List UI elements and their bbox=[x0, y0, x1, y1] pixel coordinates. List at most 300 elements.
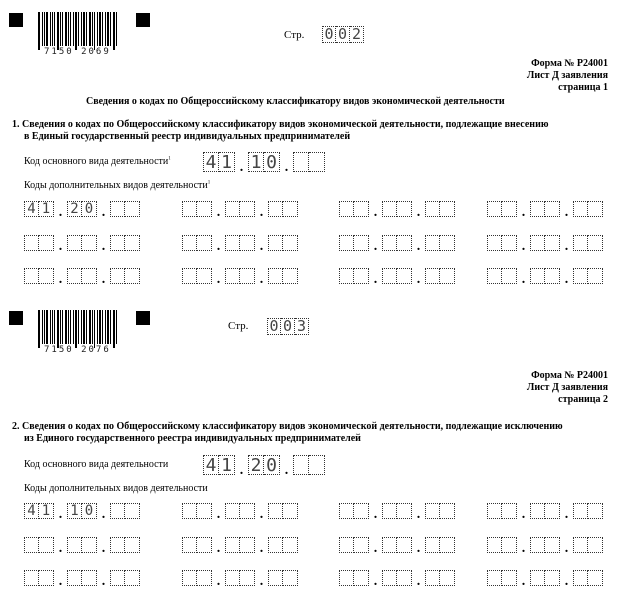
code-digit-box[interactable] bbox=[125, 235, 140, 251]
code-pair bbox=[425, 537, 455, 553]
code-separator-dot: . bbox=[564, 239, 569, 254]
code-separator-dot: . bbox=[564, 541, 569, 556]
code-digit-box[interactable] bbox=[125, 201, 140, 217]
code-digit-box[interactable] bbox=[425, 503, 440, 519]
code-digit-box[interactable] bbox=[283, 268, 298, 284]
code-pair bbox=[339, 201, 369, 217]
footnote-mark: 1 bbox=[168, 156, 171, 162]
additional-activity-code-field bbox=[487, 201, 603, 220]
code-pair bbox=[382, 570, 412, 586]
main-activity-label bbox=[24, 156, 171, 167]
code-digit-box[interactable] bbox=[110, 570, 125, 586]
code-digit-box[interactable] bbox=[397, 268, 412, 284]
code-separator-dot: . bbox=[216, 239, 221, 254]
code-pair bbox=[268, 503, 298, 519]
code-pair bbox=[182, 235, 212, 251]
code-digit-box[interactable] bbox=[382, 268, 397, 284]
code-digit-box[interactable] bbox=[382, 537, 397, 553]
additional-activity-code-field bbox=[182, 201, 298, 220]
code-separator-dot: . bbox=[239, 160, 244, 175]
code-digit-box[interactable] bbox=[502, 201, 517, 217]
code-digit-box[interactable] bbox=[268, 537, 283, 553]
code-digit-box[interactable] bbox=[397, 235, 412, 251]
code-separator-dot: . bbox=[58, 205, 63, 220]
additional-activity-code-field bbox=[24, 503, 140, 522]
code-digit-box[interactable] bbox=[39, 570, 54, 586]
code-digit-box[interactable] bbox=[530, 503, 545, 519]
code-pair bbox=[339, 503, 369, 519]
code-pair bbox=[110, 503, 140, 519]
additional-activity-code-field bbox=[339, 268, 455, 287]
page-digit-box[interactable]: 0 bbox=[267, 318, 281, 335]
code-digit-box[interactable]: 1 bbox=[39, 503, 54, 519]
code-digit-box[interactable] bbox=[440, 201, 455, 217]
code-digit-box[interactable] bbox=[197, 503, 212, 519]
code-digit-box[interactable] bbox=[293, 152, 309, 172]
code-digit-box[interactable] bbox=[573, 201, 588, 217]
code-digit-box[interactable] bbox=[588, 235, 603, 251]
code-digit-box[interactable] bbox=[67, 268, 82, 284]
code-digit-box[interactable] bbox=[39, 235, 54, 251]
code-separator-dot: . bbox=[259, 272, 264, 287]
section-heading-line2: из Единого государственного реестра индивидуальных предпринимателей bbox=[24, 433, 361, 444]
barcode-number: 7150 2076 bbox=[44, 345, 111, 355]
code-digit-box[interactable]: 1 bbox=[67, 503, 82, 519]
code-digit-box[interactable] bbox=[502, 537, 517, 553]
code-digit-box[interactable] bbox=[182, 268, 197, 284]
barcode bbox=[38, 310, 118, 344]
page-digits bbox=[267, 318, 309, 335]
code-pair bbox=[67, 268, 97, 284]
code-pair bbox=[67, 503, 97, 519]
code-separator-dot: . bbox=[416, 239, 421, 254]
code-separator-dot: . bbox=[216, 205, 221, 220]
form-header-line: Лист Д заявления bbox=[526, 70, 608, 81]
code-pair bbox=[203, 152, 235, 172]
code-digit-box[interactable] bbox=[197, 537, 212, 553]
code-separator-dot: . bbox=[216, 272, 221, 287]
code-digit-box[interactable] bbox=[502, 268, 517, 284]
section-heading bbox=[12, 119, 612, 143]
code-digit-box[interactable] bbox=[397, 570, 412, 586]
code-digit-box[interactable] bbox=[240, 268, 255, 284]
code-separator-dot: . bbox=[521, 507, 526, 522]
code-separator-dot: . bbox=[284, 463, 289, 478]
additional-activity-code-field bbox=[487, 537, 603, 556]
additional-activity-code-field bbox=[182, 537, 298, 556]
code-separator-dot: . bbox=[58, 239, 63, 254]
code-digit-box[interactable]: 1 bbox=[219, 455, 235, 475]
code-digit-box[interactable] bbox=[588, 570, 603, 586]
code-digit-box[interactable] bbox=[545, 235, 560, 251]
code-digit-box[interactable]: 0 bbox=[264, 455, 280, 475]
additional-activity-code-field bbox=[487, 268, 603, 287]
code-digit-box[interactable] bbox=[530, 570, 545, 586]
additional-activity-code-field bbox=[339, 235, 455, 254]
code-digit-box[interactable]: 0 bbox=[82, 503, 97, 519]
code-digit-box[interactable] bbox=[268, 235, 283, 251]
code-digit-box[interactable] bbox=[182, 537, 197, 553]
code-digit-box[interactable] bbox=[545, 570, 560, 586]
code-pair bbox=[225, 268, 255, 284]
code-digit-box[interactable] bbox=[125, 503, 140, 519]
page-digit-box[interactable]: 0 bbox=[281, 318, 295, 335]
alignment-marker-left bbox=[9, 311, 23, 325]
code-digit-box[interactable] bbox=[110, 235, 125, 251]
code-pair bbox=[339, 268, 369, 284]
code-pair bbox=[425, 570, 455, 586]
page-digit-box[interactable]: 0 bbox=[336, 26, 350, 43]
code-digit-box[interactable] bbox=[588, 201, 603, 217]
section-heading-line2: в Единый государственный реестр индивидуальных предпринимателей bbox=[24, 131, 351, 142]
code-separator-dot: . bbox=[259, 205, 264, 220]
form-header-line: Лист Д заявления bbox=[526, 382, 608, 393]
alignment-marker-right bbox=[136, 311, 150, 325]
code-digit-box[interactable] bbox=[530, 268, 545, 284]
code-digit-box[interactable] bbox=[382, 570, 397, 586]
code-digit-box[interactable] bbox=[67, 235, 82, 251]
code-separator-dot: . bbox=[521, 574, 526, 589]
code-digit-box[interactable] bbox=[440, 268, 455, 284]
code-digit-box[interactable] bbox=[182, 201, 197, 217]
code-digit-box[interactable] bbox=[573, 235, 588, 251]
code-digit-box[interactable] bbox=[240, 235, 255, 251]
code-pair bbox=[339, 537, 369, 553]
code-digit-box[interactable] bbox=[339, 503, 354, 519]
code-digit-box[interactable] bbox=[545, 537, 560, 553]
code-digit-box[interactable] bbox=[339, 537, 354, 553]
code-digit-box[interactable] bbox=[397, 201, 412, 217]
code-pair bbox=[67, 537, 97, 553]
code-pair bbox=[425, 503, 455, 519]
code-digit-box[interactable] bbox=[283, 503, 298, 519]
page-label: Стр. bbox=[228, 320, 249, 332]
code-separator-dot: . bbox=[373, 272, 378, 287]
code-digit-box[interactable] bbox=[588, 503, 603, 519]
code-separator-dot: . bbox=[101, 272, 106, 287]
additional-activity-code-field bbox=[182, 570, 298, 589]
code-pair bbox=[530, 537, 560, 553]
additional-activity-code-field bbox=[24, 268, 140, 287]
code-pair bbox=[530, 570, 560, 586]
code-digit-box[interactable] bbox=[588, 268, 603, 284]
code-digit-box[interactable] bbox=[382, 201, 397, 217]
code-digit-box[interactable] bbox=[110, 503, 125, 519]
code-pair bbox=[268, 201, 298, 217]
code-pair bbox=[573, 201, 603, 217]
code-digit-box[interactable] bbox=[225, 503, 240, 519]
code-digit-box[interactable] bbox=[487, 537, 502, 553]
code-digit-box[interactable] bbox=[125, 570, 140, 586]
code-digit-box[interactable] bbox=[397, 537, 412, 553]
code-digit-box[interactable] bbox=[425, 570, 440, 586]
code-digit-box[interactable] bbox=[225, 570, 240, 586]
code-digit-box[interactable] bbox=[82, 570, 97, 586]
code-separator-dot: . bbox=[373, 541, 378, 556]
sheet-title: Сведения о кодах по Общероссийскому классификатору видов экономической деятельности bbox=[86, 96, 505, 107]
code-separator-dot: . bbox=[416, 574, 421, 589]
code-pair bbox=[530, 201, 560, 217]
code-digit-box[interactable] bbox=[354, 503, 369, 519]
code-pair bbox=[182, 201, 212, 217]
code-pair bbox=[110, 570, 140, 586]
code-digit-box[interactable]: 2 bbox=[248, 455, 264, 475]
footnote-mark: 1 bbox=[207, 180, 211, 186]
code-digit-box[interactable] bbox=[487, 201, 502, 217]
code-digit-box[interactable] bbox=[39, 537, 54, 553]
code-digit-box[interactable] bbox=[268, 268, 283, 284]
code-digit-box[interactable] bbox=[283, 201, 298, 217]
code-pair bbox=[182, 537, 212, 553]
code-digit-box[interactable]: 1 bbox=[39, 201, 54, 217]
code-digit-box[interactable] bbox=[354, 235, 369, 251]
code-digit-box[interactable] bbox=[268, 201, 283, 217]
code-pair bbox=[487, 537, 517, 553]
code-digit-box[interactable] bbox=[125, 537, 140, 553]
code-pair bbox=[182, 570, 212, 586]
code-digit-box[interactable] bbox=[382, 503, 397, 519]
additional-activity-code-field bbox=[24, 201, 140, 220]
code-digit-box[interactable] bbox=[530, 537, 545, 553]
code-digit-box[interactable] bbox=[573, 537, 588, 553]
main-activity-label bbox=[24, 459, 168, 470]
code-digit-box[interactable] bbox=[268, 503, 283, 519]
page-digit-box[interactable]: 0 bbox=[322, 26, 336, 43]
code-separator-dot: . bbox=[373, 239, 378, 254]
code-digit-box[interactable] bbox=[530, 235, 545, 251]
code-digit-box[interactable] bbox=[283, 537, 298, 553]
code-pair bbox=[382, 503, 412, 519]
additional-activities-label-text: Коды дополнительных видов деятельности bbox=[24, 483, 208, 494]
code-pair bbox=[67, 201, 97, 217]
code-pair bbox=[225, 537, 255, 553]
additional-activities-label bbox=[24, 180, 210, 191]
code-digit-box[interactable] bbox=[530, 201, 545, 217]
code-digit-box[interactable] bbox=[545, 201, 560, 217]
code-digit-box[interactable] bbox=[502, 503, 517, 519]
code-digit-box[interactable] bbox=[545, 503, 560, 519]
code-pair bbox=[24, 503, 54, 519]
code-digit-box[interactable] bbox=[440, 235, 455, 251]
code-separator-dot: . bbox=[373, 205, 378, 220]
additional-activities-label-text: Коды дополнительных видов деятельности bbox=[24, 180, 208, 191]
code-digit-box[interactable] bbox=[573, 570, 588, 586]
code-pair bbox=[382, 235, 412, 251]
code-digit-box[interactable] bbox=[487, 235, 502, 251]
code-pair bbox=[293, 152, 325, 172]
page-digit-box[interactable]: 2 bbox=[350, 26, 364, 43]
code-digit-box[interactable] bbox=[309, 152, 325, 172]
additional-activity-code-field bbox=[339, 201, 455, 220]
form-header-line: страница 2 bbox=[558, 394, 608, 405]
code-digit-box[interactable] bbox=[339, 201, 354, 217]
code-pair bbox=[382, 268, 412, 284]
code-separator-dot: . bbox=[259, 541, 264, 556]
code-pair bbox=[573, 537, 603, 553]
code-separator-dot: . bbox=[564, 574, 569, 589]
code-digit-box[interactable] bbox=[182, 235, 197, 251]
code-digit-box[interactable] bbox=[82, 235, 97, 251]
code-separator-dot: . bbox=[521, 205, 526, 220]
code-separator-dot: . bbox=[58, 574, 63, 589]
code-digit-box[interactable] bbox=[487, 570, 502, 586]
code-digit-box[interactable] bbox=[240, 503, 255, 519]
code-digit-box[interactable] bbox=[545, 268, 560, 284]
code-separator-dot: . bbox=[416, 272, 421, 287]
code-digit-box[interactable] bbox=[67, 570, 82, 586]
code-separator-dot: . bbox=[101, 541, 106, 556]
code-digit-box[interactable] bbox=[268, 570, 283, 586]
additional-activity-code-field bbox=[339, 570, 455, 589]
code-digit-box[interactable] bbox=[24, 570, 39, 586]
code-pair bbox=[24, 235, 54, 251]
code-digit-box[interactable]: 4 bbox=[203, 152, 219, 172]
code-digit-box[interactable] bbox=[225, 235, 240, 251]
code-pair bbox=[530, 503, 560, 519]
code-pair bbox=[110, 537, 140, 553]
main-activity-label-text: Код основного вида деятельности bbox=[24, 459, 169, 470]
form-header bbox=[527, 370, 608, 406]
code-digit-box[interactable] bbox=[283, 570, 298, 586]
code-digit-box[interactable] bbox=[573, 503, 588, 519]
code-digit-box[interactable] bbox=[397, 503, 412, 519]
code-digit-box[interactable] bbox=[225, 268, 240, 284]
code-digit-box[interactable] bbox=[382, 235, 397, 251]
code-separator-dot: . bbox=[101, 574, 106, 589]
page-digits bbox=[322, 26, 364, 43]
code-digit-box[interactable] bbox=[240, 201, 255, 217]
code-separator-dot: . bbox=[521, 541, 526, 556]
code-digit-box[interactable]: 1 bbox=[219, 152, 235, 172]
code-digit-box[interactable] bbox=[125, 268, 140, 284]
code-digit-box[interactable] bbox=[197, 268, 212, 284]
code-separator-dot: . bbox=[101, 205, 106, 220]
code-digit-box[interactable] bbox=[82, 268, 97, 284]
code-separator-dot: . bbox=[416, 541, 421, 556]
code-pair bbox=[487, 201, 517, 217]
code-digit-box[interactable] bbox=[425, 268, 440, 284]
additional-activity-code-field bbox=[339, 537, 455, 556]
section-heading-line1: 1. Сведения о кодах по Общероссийскому классификатору видов экономической деятельности, подлежащие внесению bbox=[12, 119, 549, 130]
code-pair bbox=[487, 268, 517, 284]
code-digit-box[interactable] bbox=[354, 201, 369, 217]
code-digit-box[interactable] bbox=[110, 537, 125, 553]
code-pair bbox=[24, 570, 54, 586]
barcode bbox=[38, 12, 118, 46]
code-separator-dot: . bbox=[373, 574, 378, 589]
code-digit-box[interactable] bbox=[354, 570, 369, 586]
code-digit-box[interactable] bbox=[502, 235, 517, 251]
code-pair bbox=[24, 537, 54, 553]
code-separator-dot: . bbox=[216, 574, 221, 589]
code-digit-box[interactable]: 4 bbox=[24, 201, 39, 217]
code-digit-box[interactable]: 2 bbox=[67, 201, 82, 217]
section-heading bbox=[12, 421, 612, 445]
code-pair bbox=[203, 455, 235, 475]
code-digit-box[interactable] bbox=[24, 268, 39, 284]
additional-activity-code-field bbox=[487, 570, 603, 589]
section-heading-line1: 2. Сведения о кодах по Общероссийскому классификатору видов экономической деятельности, подлежащие исключению bbox=[12, 421, 563, 432]
code-pair bbox=[268, 570, 298, 586]
code-digit-box[interactable] bbox=[339, 570, 354, 586]
code-digit-box[interactable] bbox=[110, 268, 125, 284]
code-pair bbox=[293, 455, 325, 475]
code-separator-dot: . bbox=[416, 507, 421, 522]
additional-activity-code-field bbox=[24, 570, 140, 589]
code-digit-box[interactable] bbox=[240, 537, 255, 553]
code-digit-box[interactable] bbox=[425, 537, 440, 553]
code-digit-box[interactable] bbox=[573, 268, 588, 284]
code-separator-dot: . bbox=[564, 205, 569, 220]
main-activity-label-text: Код основного вида деятельности bbox=[24, 156, 169, 167]
code-separator-dot: . bbox=[259, 574, 264, 589]
code-digit-box[interactable] bbox=[425, 235, 440, 251]
code-digit-box[interactable] bbox=[225, 537, 240, 553]
code-digit-box[interactable] bbox=[197, 201, 212, 217]
code-digit-box[interactable] bbox=[588, 537, 603, 553]
code-separator-dot: . bbox=[284, 160, 289, 175]
code-digit-box[interactable] bbox=[82, 537, 97, 553]
code-digit-box[interactable] bbox=[67, 537, 82, 553]
code-digit-box[interactable] bbox=[339, 268, 354, 284]
code-digit-box[interactable] bbox=[440, 537, 455, 553]
code-separator-dot: . bbox=[259, 507, 264, 522]
code-digit-box[interactable] bbox=[225, 201, 240, 217]
code-digit-box[interactable] bbox=[182, 570, 197, 586]
code-digit-box[interactable] bbox=[240, 570, 255, 586]
additional-activity-code-field bbox=[182, 268, 298, 287]
code-digit-box[interactable] bbox=[309, 455, 325, 475]
code-pair bbox=[110, 235, 140, 251]
code-digit-box[interactable] bbox=[425, 201, 440, 217]
code-digit-box[interactable] bbox=[487, 503, 502, 519]
code-digit-box[interactable]: 4 bbox=[24, 503, 39, 519]
code-digit-box[interactable] bbox=[339, 235, 354, 251]
code-separator-dot: . bbox=[373, 507, 378, 522]
code-digit-box[interactable] bbox=[440, 570, 455, 586]
code-digit-box[interactable] bbox=[354, 268, 369, 284]
code-separator-dot: . bbox=[58, 507, 63, 522]
code-digit-box[interactable] bbox=[197, 570, 212, 586]
code-digit-box[interactable] bbox=[283, 235, 298, 251]
code-digit-box[interactable] bbox=[354, 537, 369, 553]
code-digit-box[interactable] bbox=[182, 503, 197, 519]
main-activity-code-field bbox=[203, 152, 325, 175]
code-digit-box[interactable] bbox=[293, 455, 309, 475]
code-pair bbox=[382, 537, 412, 553]
code-digit-box[interactable]: 4 bbox=[203, 455, 219, 475]
page-digit-box[interactable]: 3 bbox=[295, 318, 309, 335]
code-pair bbox=[487, 235, 517, 251]
code-pair bbox=[67, 570, 97, 586]
code-digit-box[interactable] bbox=[487, 268, 502, 284]
page-number-field bbox=[267, 318, 309, 335]
code-digit-box[interactable] bbox=[440, 503, 455, 519]
code-digit-box[interactable]: 0 bbox=[82, 201, 97, 217]
additional-activity-code-field bbox=[182, 503, 298, 522]
code-digit-box[interactable] bbox=[502, 570, 517, 586]
code-pair bbox=[530, 235, 560, 251]
code-digit-box[interactable]: 0 bbox=[264, 152, 280, 172]
code-digit-box[interactable]: 1 bbox=[248, 152, 264, 172]
code-digit-box[interactable] bbox=[24, 537, 39, 553]
additional-activities-label bbox=[24, 483, 208, 494]
code-digit-box[interactable] bbox=[197, 235, 212, 251]
code-pair bbox=[487, 503, 517, 519]
code-digit-box[interactable] bbox=[110, 201, 125, 217]
code-digit-box[interactable] bbox=[39, 268, 54, 284]
code-digit-box[interactable] bbox=[24, 235, 39, 251]
